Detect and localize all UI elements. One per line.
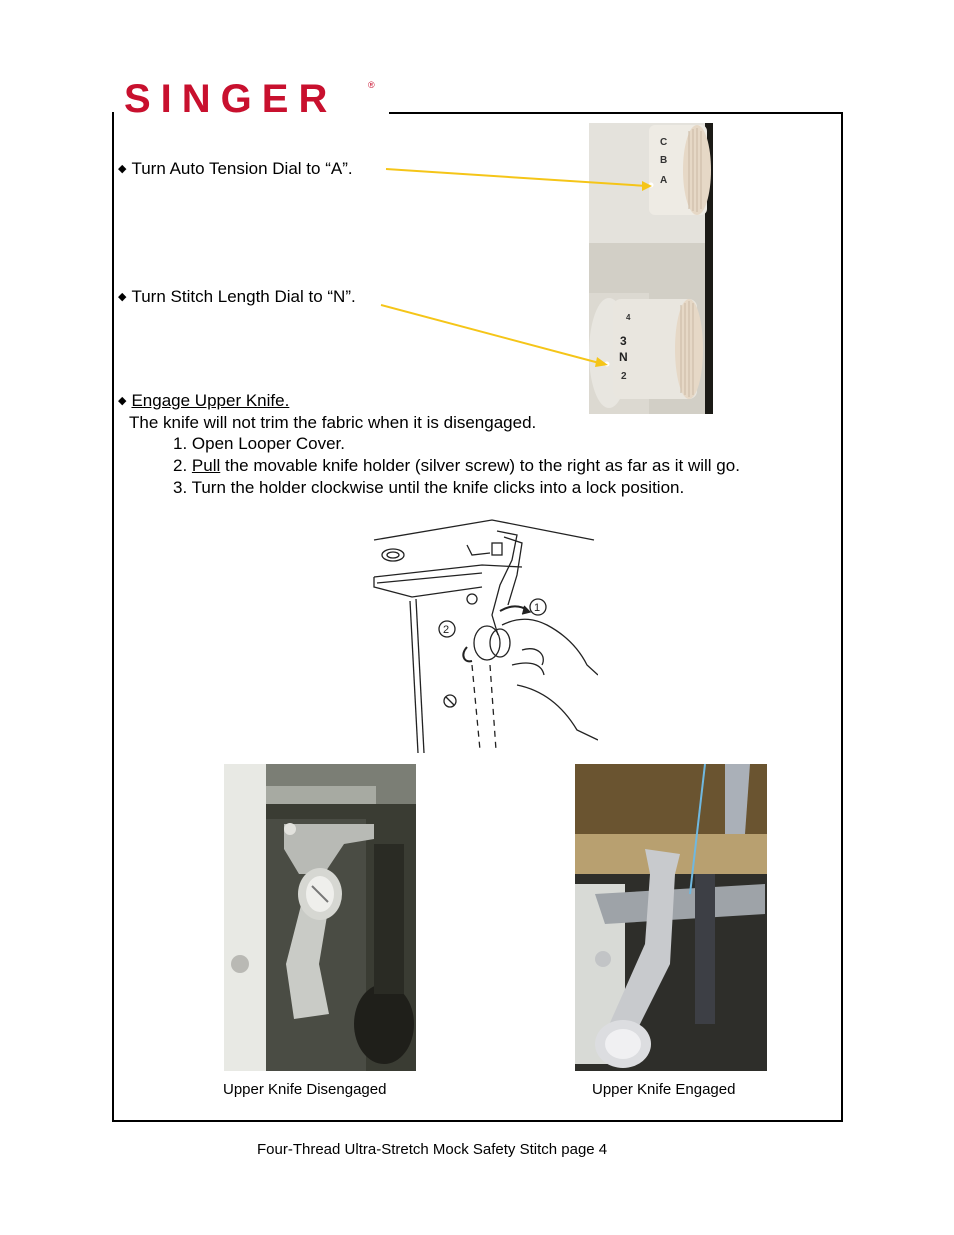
stitch-label-n: N: [619, 350, 628, 364]
svg-text:®: ®: [368, 80, 375, 90]
knife-diagram: [372, 515, 598, 753]
substep-2: 2. Pull the movable knife holder (silver screw) to the right as far as it will go.: [173, 456, 740, 475]
tension-arrow: [386, 169, 647, 186]
tension-label-c: C: [660, 137, 668, 148]
step-knife-title: ◆ Engage Upper Knife.: [118, 391, 290, 410]
caption-engaged: Upper Knife Engaged: [592, 1081, 736, 1098]
step-stitch-length: ◆ Turn Stitch Length Dial to “N”.: [118, 287, 356, 306]
knife-note: The knife will not trim the fabric when it is disengaged.: [129, 413, 537, 432]
substep-1: 1. Open Looper Cover.: [173, 434, 346, 453]
page-footer: Four-Thread Ultra-Stretch Mock Safety Stitch page 4: [257, 1141, 608, 1158]
stitch-arrow: [381, 305, 603, 364]
diagram-step-1: 1: [534, 602, 541, 614]
caption-disengaged: Upper Knife Disengaged: [223, 1081, 387, 1098]
photo-knife-disengaged: [224, 764, 416, 1071]
tension-label-a: A: [660, 175, 668, 186]
stitch-label-4: 4: [626, 313, 631, 322]
diagram-step-2: 2: [443, 624, 450, 636]
stitch-label-3: 3: [620, 334, 627, 348]
substep-3: 3. Turn the holder clockwise until the knife clicks into a lock position.: [173, 478, 685, 497]
tension-label-b: B: [660, 155, 668, 166]
step-tension: ◆ Turn Auto Tension Dial to “A”.: [118, 159, 353, 178]
stitch-label-2: 2: [621, 371, 627, 382]
brand-text: SINGER: [124, 78, 338, 118]
photo-knife-engaged: [575, 764, 767, 1071]
